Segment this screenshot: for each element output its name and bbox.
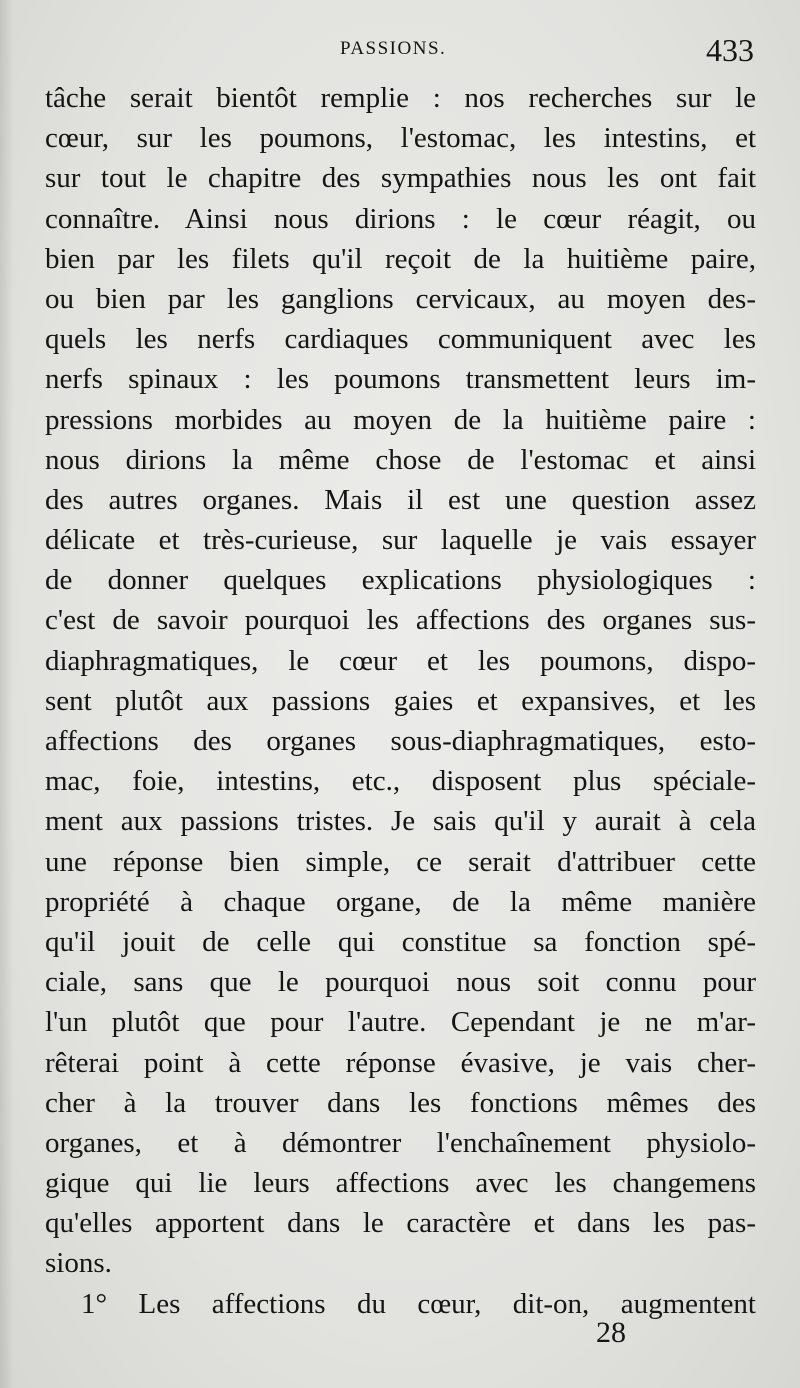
text-line: pressions morbides au moyen de la huitième paire : bbox=[45, 403, 756, 436]
text-line: rêterai point à cette réponse évasive, je vais cher- bbox=[45, 1046, 756, 1079]
body-text bbox=[45, 78, 756, 1324]
text-line: cœur, sur les poumons, l'estomac, les intestins, et bbox=[45, 122, 756, 155]
text-line: diaphragmatiques, le cœur et les poumons, dispo- bbox=[45, 644, 756, 677]
text-line: sur tout le chapitre des sympathies nous les ont fait bbox=[45, 162, 756, 195]
text-line: propriété à chaque organe, de la même manière bbox=[45, 885, 756, 918]
text-line: ou bien par les ganglions cervicaux, au moyen des- bbox=[45, 282, 756, 315]
text-line: délicate et très-curieuse, sur laquelle je vais essayer bbox=[45, 524, 756, 557]
text-line: nerfs spinaux : les poumons transmettent leurs im- bbox=[45, 363, 756, 396]
text-line: nous dirions la même chose de l'estomac et ainsi bbox=[45, 443, 756, 476]
text-line: bien par les filets qu'il reçoit de la huitième paire, bbox=[45, 242, 756, 275]
text-line: une réponse bien simple, ce serait d'attribuer cette bbox=[45, 845, 756, 878]
text-line: cher à la trouver dans les fonctions mêmes des bbox=[45, 1086, 756, 1119]
running-title: PASSIONS. bbox=[340, 38, 447, 59]
spine-shadow bbox=[0, 0, 14, 1388]
text-line: gique qui lie leurs affections avec les changemens bbox=[45, 1167, 756, 1200]
text-line: de donner quelques explications physiologiques : bbox=[45, 564, 756, 597]
text-line: mac, foie, intestins, etc., disposent plus spéciale- bbox=[45, 765, 756, 798]
text-line: ciale, sans que le pourquoi nous soit connu pour bbox=[45, 966, 756, 999]
text-line: connaître. Ainsi nous dirions : le cœur réagit, ou bbox=[45, 202, 756, 235]
text-line: ment aux passions tristes. Je sais qu'il y aurait à cela bbox=[45, 805, 756, 838]
page-number: 433 bbox=[706, 32, 754, 68]
text-line: quels les nerfs cardiaques communiquent avec les bbox=[45, 323, 756, 356]
text-line: sent plutôt aux passions gaies et expansives, et les bbox=[45, 684, 756, 717]
text-line: l'un plutôt que pour l'autre. Cependant je ne m'ar- bbox=[45, 1006, 756, 1039]
text-line: affections des organes sous-diaphragmatiques, esto- bbox=[45, 725, 756, 757]
text-line: qu'il jouit de celle qui constitue sa fonction spé- bbox=[45, 925, 756, 958]
text-line: qu'elles apportent dans le caractère et dans les pas- bbox=[45, 1207, 756, 1240]
text-line: organes, et à démontrer l'enchaînement physiolo- bbox=[45, 1126, 756, 1159]
signature-mark: 28 bbox=[596, 1316, 626, 1349]
text-line: c'est de savoir pourquoi les affections des organes sus- bbox=[45, 604, 756, 637]
text-line: sions. bbox=[45, 1247, 112, 1280]
text-line: tâche serait bientôt remplie : nos recherches sur le bbox=[45, 82, 756, 114]
text-line: des autres organes. Mais il est une question assez bbox=[45, 483, 756, 516]
paragraph-start-line: 1° Les affections du cœur, dit-on, augmentent bbox=[81, 1287, 756, 1320]
